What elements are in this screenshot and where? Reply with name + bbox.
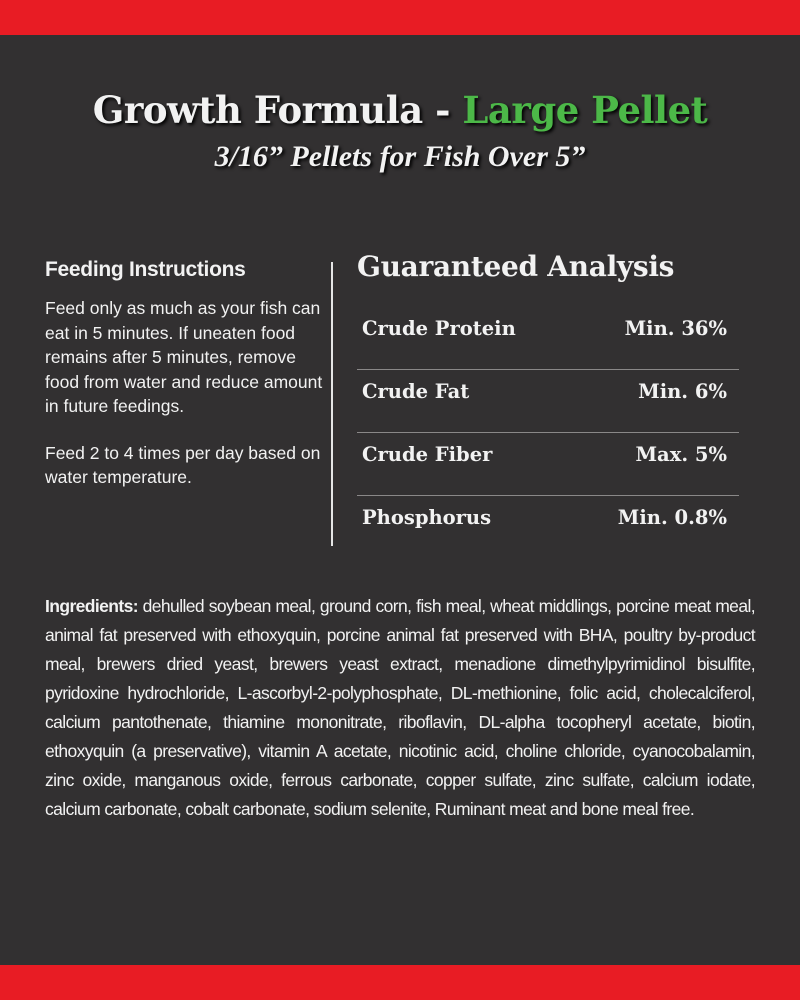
analysis-value: Min. 0.8% (617, 506, 727, 529)
ingredients-list (45, 592, 755, 824)
product-subtitle: 3/16” Pellets for Fish Over 5” (214, 140, 586, 173)
ingredients-label: Ingredients: (45, 596, 138, 616)
ingredients-text: dehulled soybean meal, ground corn, fish meal, wheat middlings, porcine meat meal, animal fat preserved with ethoxyquin, porcine animal fat preserved with BHA, poultry by-product meal, brewers dried yeast, brewers yeast extract, menadione dimethylpyrimidinol bisulfite, pyridoxine hydrochloride, L-ascorbyl-2-polyphosphate, DL-methionine, folic acid, cholecalciferol, calcium pantothenate, thiamine mononitrate, riboflavin, DL-alpha tocopheryl acetate, biotin, ethoxyquin (a preservative), vitamin A acetate, nicotinic acid, choline chloride, cyanocobalamin, zinc oxide, manganous oxide, ferrous carbonate, copper sulfate, zinc sulfate, calcium iodate, calcium carbonate, cobalt carbonate, sodium selenite, Ruminant meat and bone meal free. (45, 596, 755, 819)
feeding-instructions (45, 258, 325, 512)
product-title (0, 88, 800, 132)
title-main: Growth Formula - (92, 88, 463, 132)
feeding-paragraph: Feed only as much as your fish can eat in 5 minutes. If uneaten food remains after 5 minutes, remove food from water and reduce amount in future feedings. (45, 298, 323, 416)
analysis-heading: Guaranteed Analysis (357, 250, 675, 283)
analysis-label: Crude Fiber (362, 443, 493, 466)
analysis-row (357, 309, 739, 370)
title-accent: Large Pellet (462, 88, 708, 132)
feeding-heading: Feeding Instructions (45, 258, 246, 281)
bottom-red-band (0, 965, 800, 1000)
analysis-value: Max. 5% (635, 443, 727, 466)
feeding-paragraph: Feed 2 to 4 times per day based on water temperature. (45, 442, 321, 487)
column-divider (331, 262, 333, 546)
analysis-label: Phosphorus (362, 506, 492, 529)
analysis-row (357, 498, 739, 559)
guaranteed-analysis (357, 250, 739, 561)
top-red-band (0, 0, 800, 35)
analysis-row (357, 435, 739, 496)
analysis-label: Crude Protein (362, 317, 516, 340)
analysis-row (357, 372, 739, 433)
analysis-label: Crude Fat (362, 380, 470, 403)
analysis-value: Min. 6% (638, 380, 727, 403)
analysis-value: Min. 36% (624, 317, 727, 340)
